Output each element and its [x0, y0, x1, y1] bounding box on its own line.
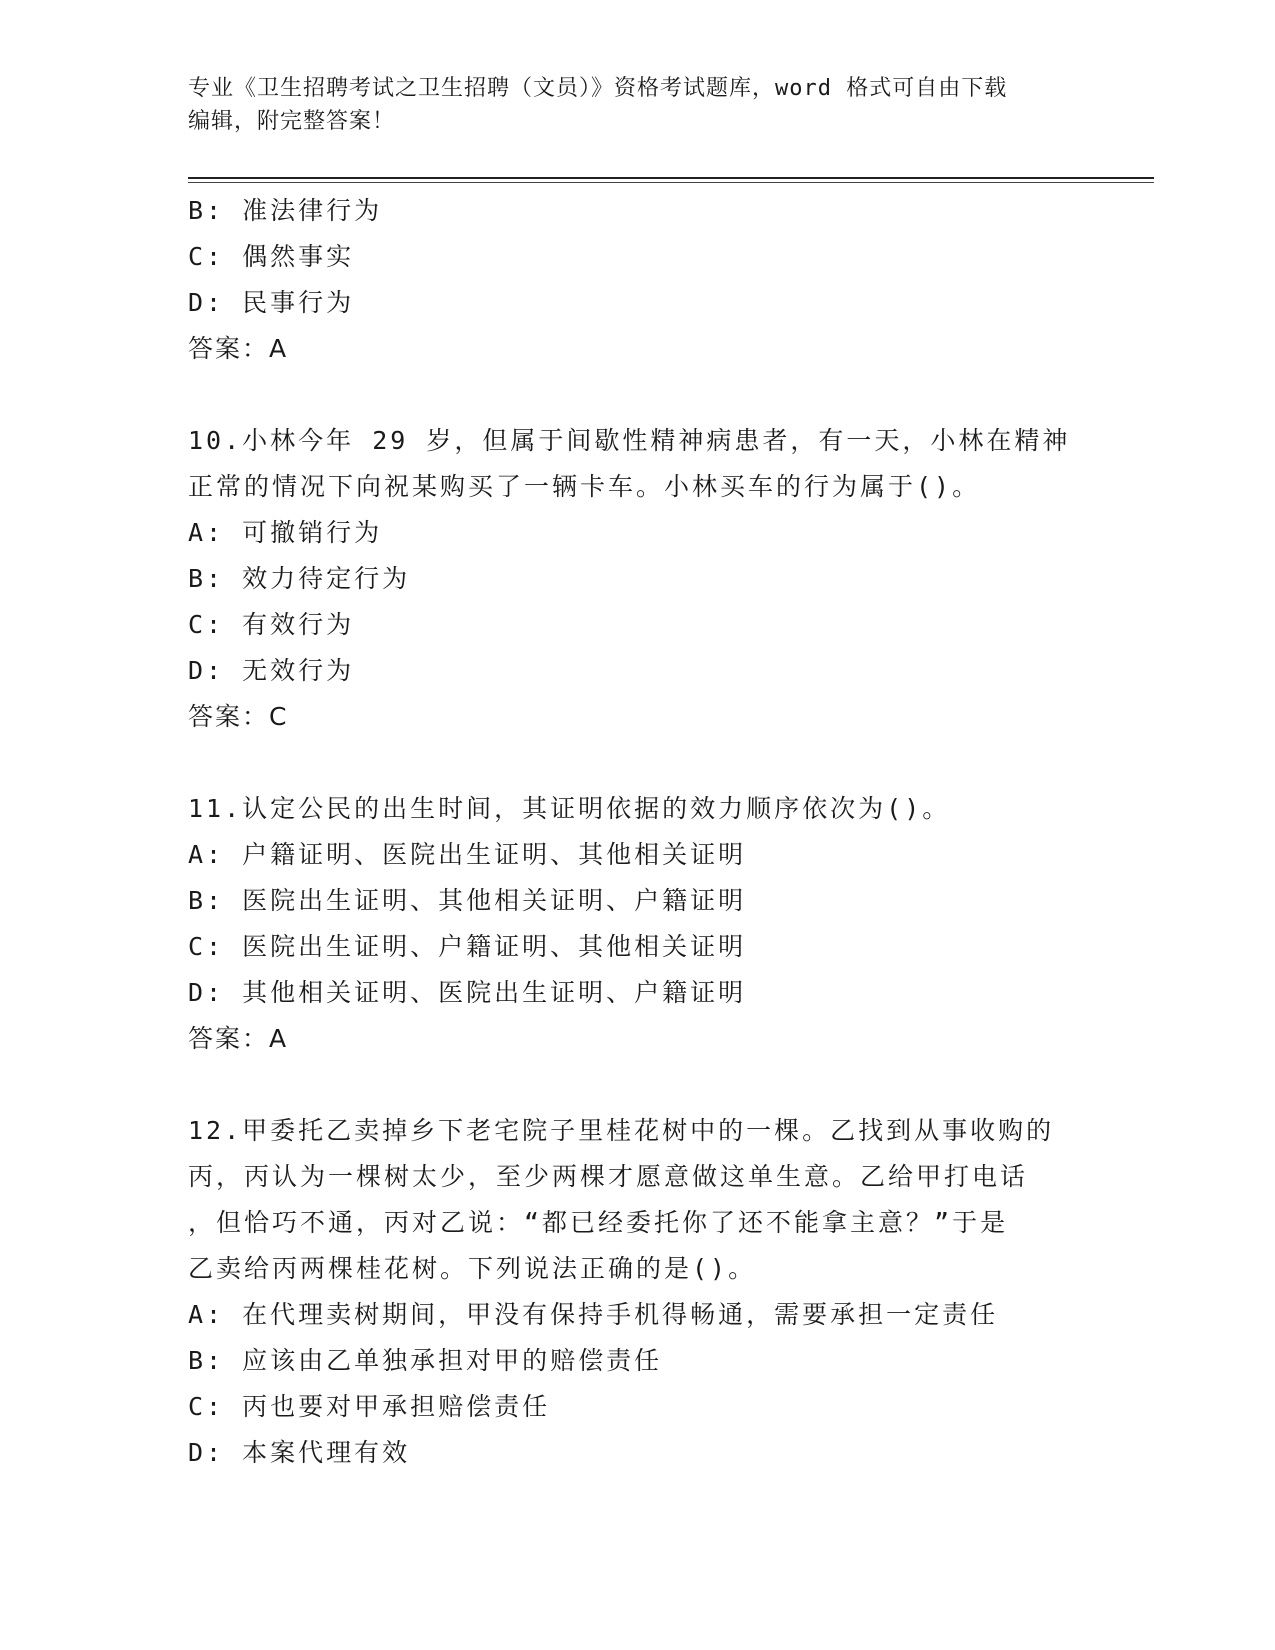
question-stem-line: 11.认定公民的出生时间，其证明依据的效力顺序依次为()。	[188, 794, 951, 823]
question-12	[188, 1108, 1088, 1476]
header-line-2: 编辑，附完整答案！	[188, 109, 396, 134]
header-rule-thin	[188, 182, 1154, 183]
question-list	[188, 188, 1088, 1476]
option-d: D: 其他相关证明、医院出生证明、户籍证明	[188, 978, 747, 1007]
option-a: A: 在代理卖树期间，甲没有保持手机得畅通，需要承担一定责任	[188, 1300, 999, 1329]
question-10	[188, 418, 1088, 740]
option-b: B: 医院出生证明、其他相关证明、户籍证明	[188, 886, 747, 915]
option-b: B: 应该由乙单独承担对甲的赔偿责任	[188, 1346, 663, 1375]
option-c: C: 有效行为	[188, 610, 355, 639]
option-a: A: 可撤销行为	[188, 518, 383, 547]
option-b: B: 效力待定行为	[188, 564, 411, 593]
option-c: C: 丙也要对甲承担赔偿责任	[188, 1392, 551, 1421]
option-a: A: 户籍证明、医院出生证明、其他相关证明	[188, 840, 747, 869]
question-stem-line: 丙，丙认为一棵树太少，至少两棵才愿意做这单生意。乙给甲打电话	[188, 1162, 1029, 1191]
option-d: D: 无效行为	[188, 656, 355, 685]
question-stem-line: 乙卖给丙两棵桂花树。下列说法正确的是()。	[188, 1254, 757, 1283]
answer-label: 答案：C	[188, 702, 289, 731]
question-stem-line: 10.小林今年 29 岁，但属于间歇性精神病患者，有一天，小林在精神	[188, 426, 1071, 455]
answer-label: 答案：A	[188, 1024, 289, 1053]
question-9-partial	[188, 188, 1088, 372]
option-b: B: 准法律行为	[188, 196, 383, 225]
question-stem-line: 12.甲委托乙卖掉乡下老宅院子里桂花树中的一棵。乙找到从事收购的	[188, 1116, 1055, 1145]
option-d: D: 本案代理有效	[188, 1438, 411, 1467]
question-stem-line: ，但恰巧不通，丙对乙说：“都已经委托你了还不能拿主意？”于是	[188, 1208, 1009, 1237]
option-d: D: 民事行为	[188, 288, 355, 317]
document-header	[188, 72, 1088, 138]
header-line-1: 专业《卫生招聘考试之卫生招聘（文员）》资格考试题库，word 格式可自由下载	[188, 76, 1008, 101]
option-c: C: 医院出生证明、户籍证明、其他相关证明	[188, 932, 747, 961]
option-c: C: 偶然事实	[188, 242, 355, 271]
header-rule-thick	[188, 177, 1154, 179]
question-stem-line: 正常的情况下向祝某购买了一辆卡车。小林买车的行为属于()。	[188, 472, 981, 501]
question-11	[188, 786, 1088, 1062]
answer-label: 答案：A	[188, 334, 289, 363]
